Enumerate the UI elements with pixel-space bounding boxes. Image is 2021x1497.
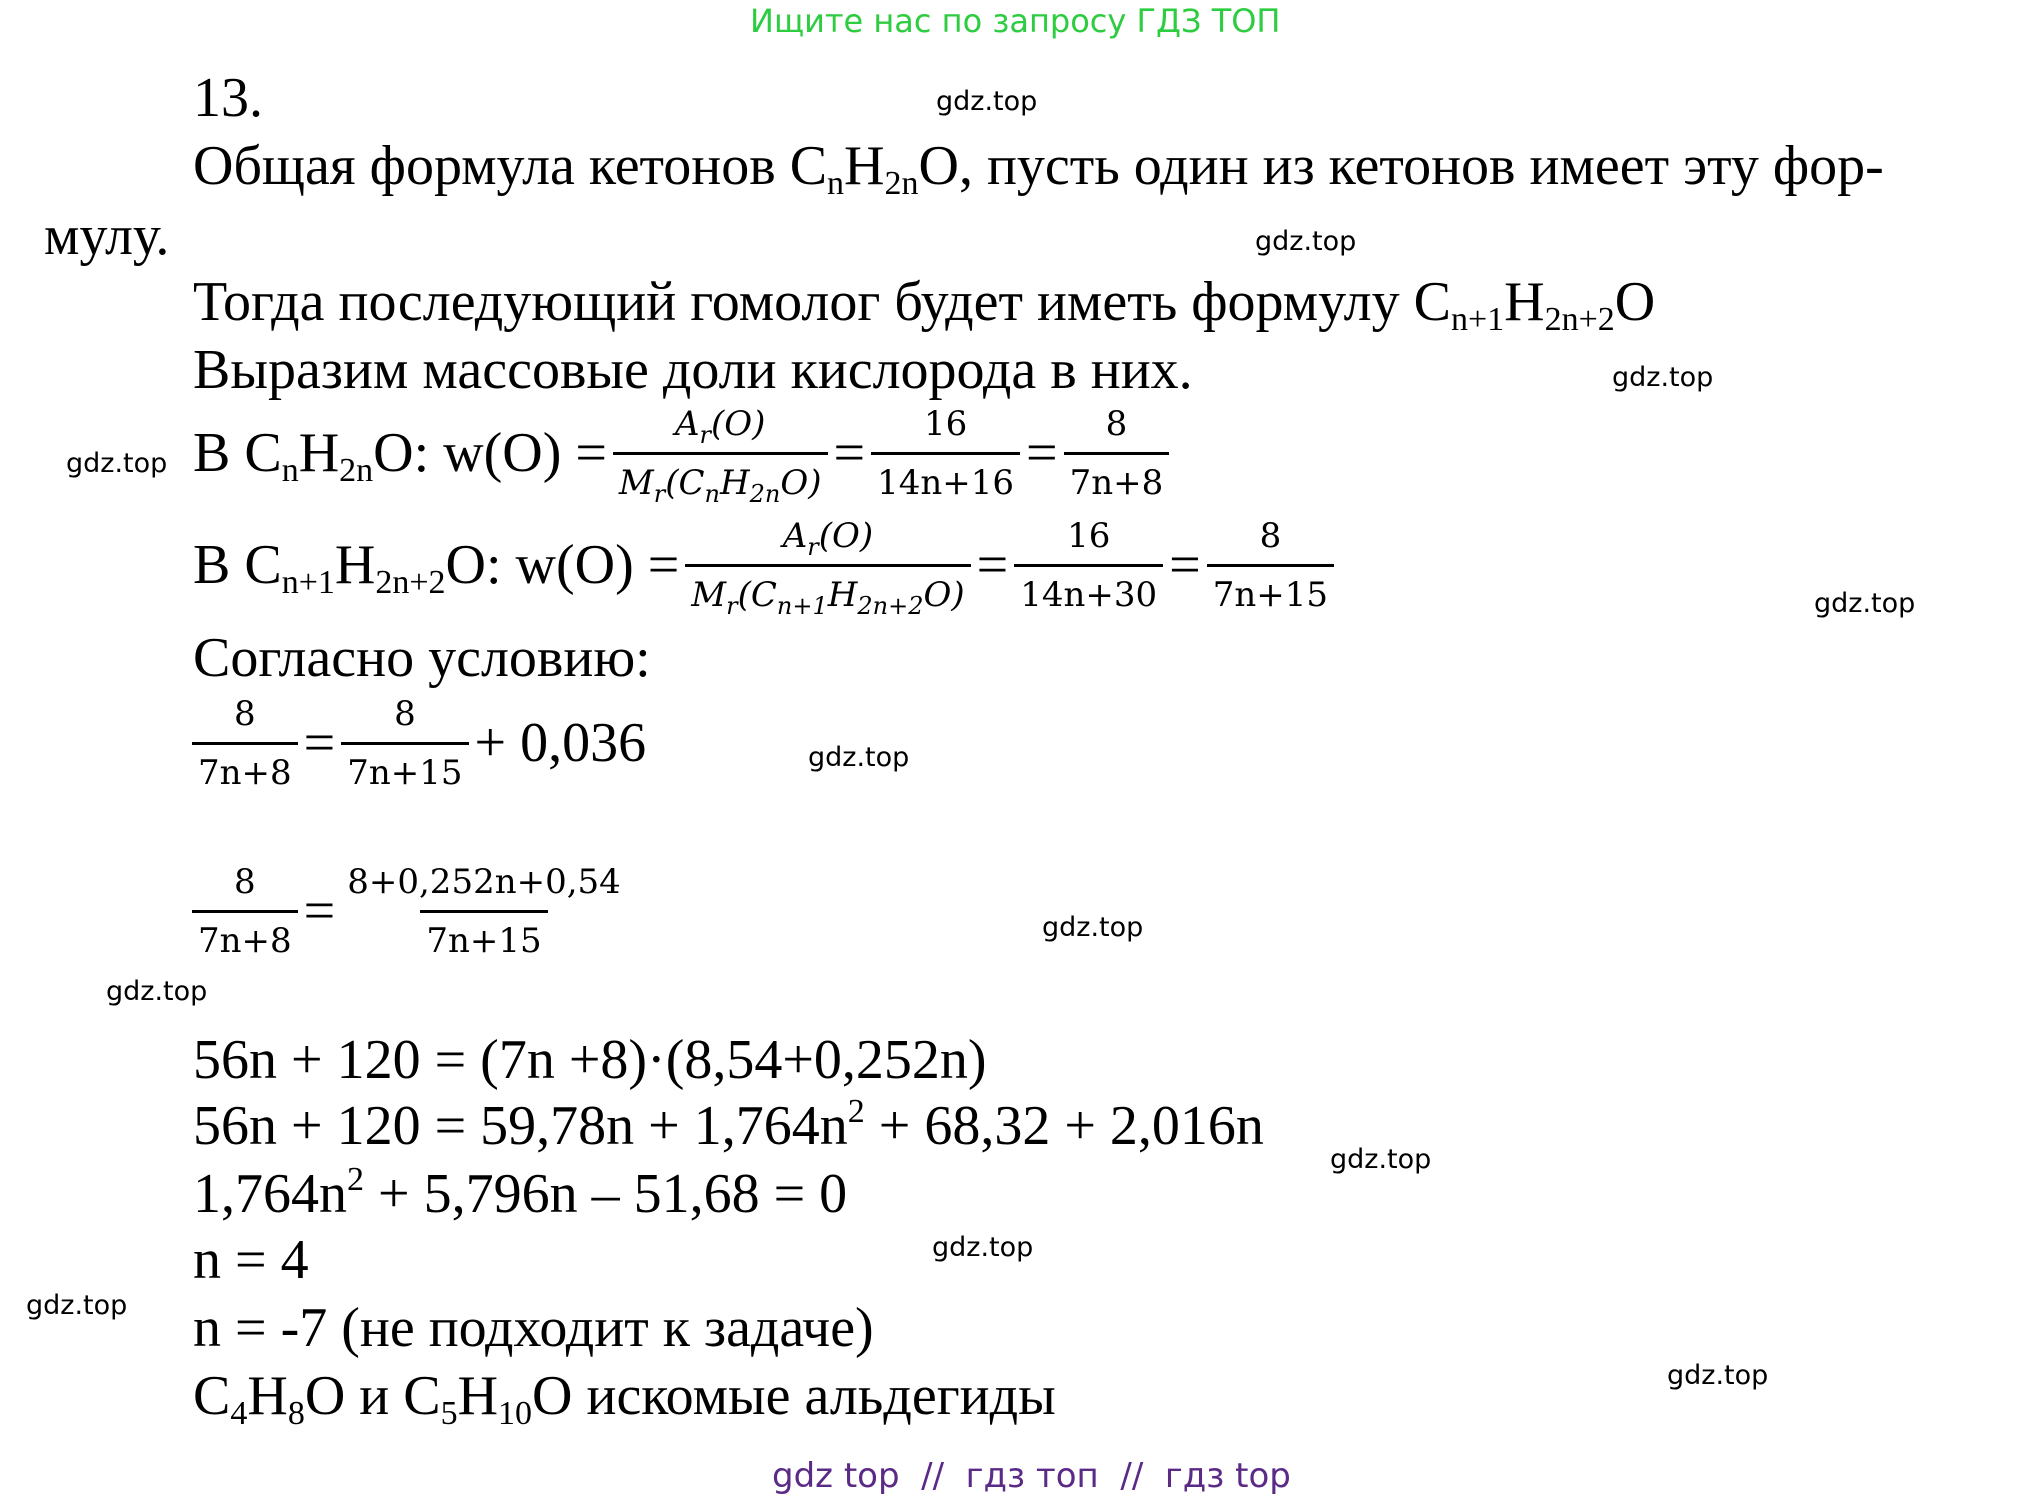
watermark: gdz.top (936, 86, 1038, 117)
equation-1: В CnH2nO: w(O) = $\frac{A_r(O)}{M_r(C_nH_{2n}O)}$ = $\frac{16}{14n+16}$ = $\frac{8}{7n+8}$ (193, 398, 1175, 508)
text-line-10: C4H8O и C5H10O искомые альдегиды (193, 1365, 1056, 1432)
text-line-3: Тогда последующий гомолог будет иметь формулу Cn+1H2n+2O (193, 271, 1656, 338)
watermark: gdz.top (1612, 362, 1714, 393)
watermark: gdz.top (932, 1232, 1034, 1263)
fraction: $\frac{8}{7n+15}$ (1207, 516, 1334, 615)
watermark: gdz.top (1330, 1144, 1432, 1175)
watermark: gdz.top (1667, 1360, 1769, 1391)
watermark: gdz.top (1255, 226, 1357, 257)
equation-4: $\frac{8}{7n+8}$ = $\frac{8+0,252n+0,54}{7n+15}$ (186, 856, 633, 966)
fraction: $\frac{8}{7n+8}$ (192, 862, 298, 961)
fraction: $\frac{A_r(O)}{M_r(C_nH_{2n}O)}$ (613, 404, 828, 503)
watermark: gdz.top (1042, 912, 1144, 943)
equation-3: $\frac{8}{7n+8}$ = $\frac{8}{7n+15}$ + 0,036 (186, 688, 646, 798)
bottom-banner: gdz top // гдз топ // гдз top (772, 1456, 1291, 1496)
watermark: gdz.top (26, 1290, 128, 1321)
watermark: gdz.top (66, 448, 168, 479)
text-line-9: n = -7 (не подходит к задаче) (193, 1297, 874, 1359)
equation-2: В Cn+1H2n+2O: w(O) = $\frac{A_r(O)}{M_r(C_{n+1}H_{2n+2}O)}$ = $\frac{16}{14n+30}$ = $\frac{8}{7n+15}$ (193, 510, 1340, 620)
fraction: $\frac{8+0,252n+0,54}{7n+15}$ (347, 861, 621, 961)
fraction: $\frac{16}{14n+16}$ (871, 404, 1020, 503)
top-banner: Ищите нас по запросу ГДЗ ТОП (750, 2, 1281, 40)
text-line-1: Общая формула кетонов CnH2nO, пусть один из кетонов имеет эту фор- (193, 135, 1884, 202)
problem-number: 13. (193, 67, 263, 129)
text-line-4: Выразим массовые доли кислорода в них. (193, 339, 1193, 401)
text-line-8: n = 4 (193, 1229, 309, 1291)
fraction: $\frac{8}{7n+8}$ (1064, 404, 1170, 503)
fraction: $\frac{8}{7n+15}$ (341, 694, 468, 793)
condition-label: Согласно условию: (193, 627, 651, 689)
text-line-7: $1,764n^2 + 5,796n - 51,68 = 0$ (193, 1161, 848, 1225)
watermark: gdz.top (1814, 588, 1916, 619)
text-line-2: мулу. (44, 205, 170, 267)
watermark: gdz.top (106, 976, 208, 1007)
text-line-6: $56n + 120 = 59,78n + 1,764n^2 + 68,32 + 2,016n$ (193, 1093, 1264, 1157)
text-line-5: 56n + 120 = (7n +8)·(8,54+0,252n) (193, 1029, 987, 1091)
watermark: gdz.top (808, 742, 910, 773)
fraction: $\frac{A_r(O)}{M_r(C_{n+1}H_{2n+2}O)}$ (685, 516, 970, 615)
fraction: $\frac{16}{14n+30}$ (1014, 516, 1163, 615)
fraction: $\frac{8}{7n+8}$ (192, 694, 298, 793)
